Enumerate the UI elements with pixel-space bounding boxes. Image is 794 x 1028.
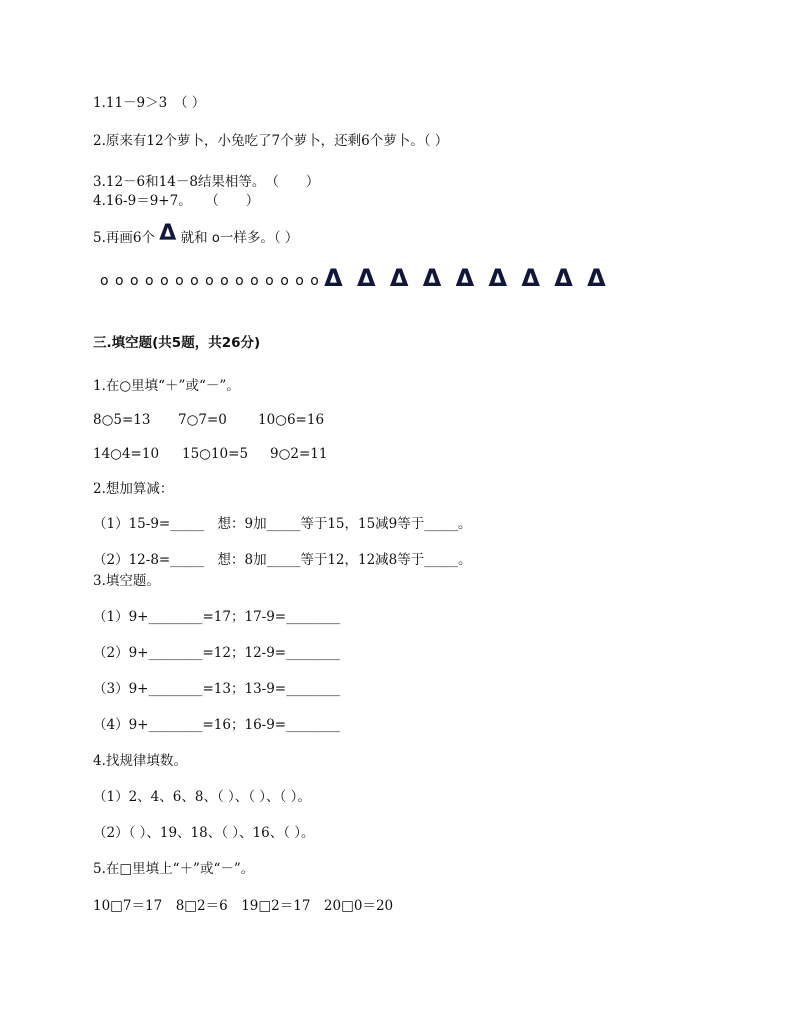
fill-question-4-line-2: （2）（ ）、19、18、（ ）、16、（ ）。 — [93, 825, 315, 841]
judge-q5-prefix: 5.再画6个 — [93, 230, 155, 246]
equation: 10○6=16 — [258, 412, 325, 428]
fill-question-1-title: 1.在○里填“＋”或“－”。 — [93, 378, 240, 394]
triangle-icon: Δ — [455, 264, 475, 292]
judge-question-3: 3.12－6和14－8结果相等。 （ ） — [93, 174, 320, 190]
triangle-icon: Δ — [521, 264, 540, 292]
fill-question-2-title: 2.想加算减： — [93, 481, 174, 497]
fill-question-5-title: 5.在□里填上“＋”或“－”。 — [93, 861, 255, 877]
triangle-icon: Δ — [587, 264, 606, 292]
judge-question-1: 1.11－9＞3 （ ） — [93, 95, 206, 111]
judge-question-4: 4.16-9＝9+7。 （ ） — [93, 193, 260, 209]
shapes-row — [100, 266, 616, 290]
fill-question-4-line-1: （1）2、4、6、8、（ ）、（ ）、（ ）。 — [93, 789, 311, 805]
circle-icon: o — [211, 231, 220, 246]
triangle-icon: Δ — [554, 264, 573, 292]
fill-question-3-line-4: （4）9+________=16；16-9=________ — [93, 717, 341, 733]
fill-question-1-row-2 — [93, 445, 327, 463]
fill-question-3-line-3: （3）9+________=13；13-9=________ — [93, 681, 341, 697]
judge-q5-suffix: 一样多。（ ） — [219, 230, 299, 246]
equation: 8○5=13 — [93, 412, 151, 428]
fill-question-3-line-1: （1）9+________=17；17-9=________ — [93, 609, 341, 625]
triangles-row — [324, 266, 616, 290]
fill-question-4-title: 4.找规律填数。 — [93, 753, 187, 769]
triangle-icon: Δ — [422, 264, 442, 292]
fill-question-1-row-1 — [93, 411, 324, 429]
section-title: 三.填空题(共5题，共26分) — [93, 335, 261, 351]
circles-row: o o o o o o o o o o o o o o o — [100, 273, 320, 289]
judge-question-2: 2.原来有12个萝卜，小兔吃了7个萝卜，还剩6个萝卜。（ ） — [93, 133, 449, 149]
judge-question-5 — [93, 222, 298, 248]
triangle-icon: Δ — [389, 264, 409, 292]
fill-question-3-title: 3.填空题。 — [93, 573, 160, 589]
triangle-icon: Δ — [159, 221, 177, 246]
judge-q5-middle: 就和 — [180, 230, 208, 246]
fill-question-3-line-2: （2）9+________=12；12-9=________ — [93, 645, 341, 661]
equation: 14○4=10 — [93, 446, 160, 462]
triangle-icon: Δ — [488, 264, 508, 292]
equation: 9○2=11 — [270, 446, 328, 462]
triangle-icon: Δ — [324, 264, 343, 292]
fill-question-2-line-2: （2）12-8=_____ 想：8加_____等于12，12减8等于_____。 — [93, 552, 472, 568]
equation: 15○10=5 — [182, 446, 249, 462]
fill-question-2-line-1: （1）15-9=_____ 想：9加_____等于15，15减9等于_____。 — [93, 516, 472, 532]
fill-question-5-line: 10□7＝17 8□2＝6 19□2＝17 20□0＝20 — [93, 898, 394, 914]
equation: 7○7=0 — [178, 412, 227, 428]
triangle-icon: Δ — [356, 264, 376, 292]
